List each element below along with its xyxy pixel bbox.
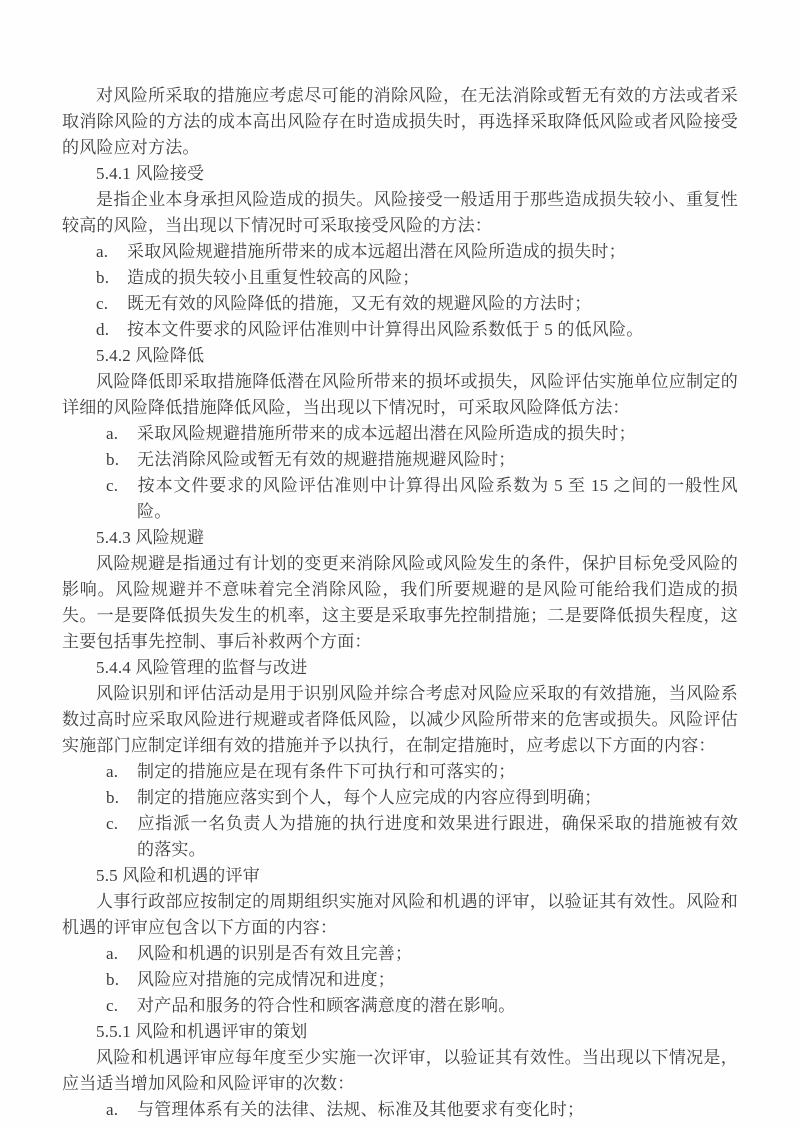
list-item bbox=[62, 759, 738, 785]
list-marker: a. bbox=[106, 1100, 119, 1119]
list-item-text: 采取风险规避措施所带来的成本远超出潜在风险所造成的损失时； bbox=[137, 424, 636, 443]
list-marker: b. bbox=[106, 788, 120, 807]
paragraph: 风险降低即采取措施降低潜在风险所带来的损坏或损失，风险评估实施单位应制定的详细的风险降低措施降低风险，当出现以下情况时，可采取风险降低方法： bbox=[62, 372, 738, 417]
list-item bbox=[62, 447, 738, 473]
list-marker: a. bbox=[106, 944, 119, 963]
list-marker: b. bbox=[106, 970, 120, 989]
list-item-text: 采取风险规避措施所带来的成本远超出潜在风险所造成的损失时； bbox=[127, 242, 626, 261]
list-item-text: 与管理体系有关的法律、法规、标准及其他要求有变化时； bbox=[137, 1100, 585, 1119]
list-item-text: 造成的损失较小且重复性较高的风险； bbox=[127, 268, 420, 287]
list-marker: a. bbox=[106, 424, 119, 443]
list-item bbox=[62, 785, 738, 811]
list-item bbox=[62, 291, 738, 317]
list-item-text: 应指派一名负责人为措施的执行进度和效果进行跟进，确保采取的措施被有效的落实。 bbox=[137, 814, 738, 859]
paragraph: 是指企业本身承担风险造成的损失。风险接受一般适用于那些造成损失较小、重复性较高的风险，当出现以下情况时可采取接受风险的方法： bbox=[62, 190, 738, 235]
list-item-text: 既无有效的风险降低的措施，又无有效的规避风险的方法时； bbox=[127, 294, 592, 313]
list-item bbox=[62, 473, 738, 525]
section-heading: 5.4.3 风险规避 bbox=[96, 528, 205, 547]
list-item-text: 按本文件要求的风险评估准则中计算得出风险系数低于 5 的低风险。 bbox=[127, 320, 644, 339]
paragraph: 风险和机遇评审应每年度至少实施一次评审，以验证其有效性。当出现以下情况是，应当适当增加风险和风险评审的次数： bbox=[62, 1048, 738, 1093]
list-item-text: 风险和机遇的识别是否有效且完善； bbox=[137, 944, 413, 963]
list-item-text: 对产品和服务的符合性和顾客满意度的潜在影响。 bbox=[137, 996, 516, 1015]
list-item bbox=[62, 967, 738, 993]
list-item bbox=[62, 265, 738, 291]
list-item bbox=[62, 811, 738, 863]
paragraph: 人事行政部应按制定的周期组织实施对风险和机遇的评审，以验证其有效性。风险和机遇的评审应包含以下方面的内容： bbox=[62, 892, 738, 937]
list-marker: c. bbox=[106, 814, 119, 833]
paragraph: 风险识别和评估活动是用于识别风险并综合考虑对风险应采取的有效措施，当风险系数过高时应采取风险进行规避或者降低风险，以减少风险所带来的危害或损失。风险评估实施部门应制定详细有效的措施并予以执行，在制定措施时，应考虑以下方面的内容： bbox=[62, 684, 738, 755]
list-item bbox=[62, 421, 738, 447]
list-marker: b. bbox=[96, 268, 110, 287]
list-item-text: 风险应对措施的完成情况和进度； bbox=[137, 970, 395, 989]
section-heading: 5.4.1 风险接受 bbox=[96, 164, 205, 183]
list-marker: c. bbox=[106, 996, 119, 1015]
list-item bbox=[62, 1097, 738, 1123]
list-item bbox=[62, 993, 738, 1019]
section-heading: 5.4.2 风险降低 bbox=[96, 346, 205, 365]
list-marker: d. bbox=[96, 320, 110, 339]
list-marker: c. bbox=[96, 294, 109, 313]
list-marker: c. bbox=[106, 476, 119, 495]
list-item bbox=[62, 317, 738, 343]
document-body bbox=[62, 83, 738, 1123]
list-item-text: 按本文件要求的风险评估准则中计算得出风险系数为 5 至 15 之间的一般性风险。 bbox=[137, 476, 738, 521]
paragraph: 对风险所采取的措施应考虑尽可能的消除风险，在无法消除或暂无有效的方法或者采取消除风险的方法的成本高出风险存在时造成损失时，再选择采取降低风险或者风险接受的风险应对方法。 bbox=[62, 86, 738, 157]
list-item-text: 制定的措施应落实到个人，每个人应完成的内容应得到明确； bbox=[137, 788, 602, 807]
section-heading: 5.5.1 风险和机遇评审的策划 bbox=[96, 1022, 308, 1041]
list-item bbox=[62, 239, 738, 265]
list-marker: a. bbox=[106, 762, 119, 781]
list-marker: a. bbox=[96, 242, 109, 261]
list-item bbox=[62, 941, 738, 967]
section-heading: 5.4.4 风险管理的监督与改进 bbox=[96, 658, 308, 677]
paragraph: 风险规避是指通过有计划的变更来消除风险或风险发生的条件，保护目标免受风险的影响。风险规避并不意味着完全消除风险，我们所要规避的是风险可能给我们造成的损失。一是要降低损失发生的机率，这主要是采取事先控制措施；二是要降低损失程度，这主要包括事先控制、事后补救两个方面： bbox=[62, 554, 738, 651]
section-heading: 5.5 风险和机遇的评审 bbox=[96, 866, 260, 885]
list-marker: b. bbox=[106, 450, 120, 469]
list-item-text: 无法消除风险或暂无有效的规避措施规避风险时； bbox=[137, 450, 516, 469]
list-item-text: 制定的措施应是在现有条件下可执行和可落实的； bbox=[137, 762, 516, 781]
